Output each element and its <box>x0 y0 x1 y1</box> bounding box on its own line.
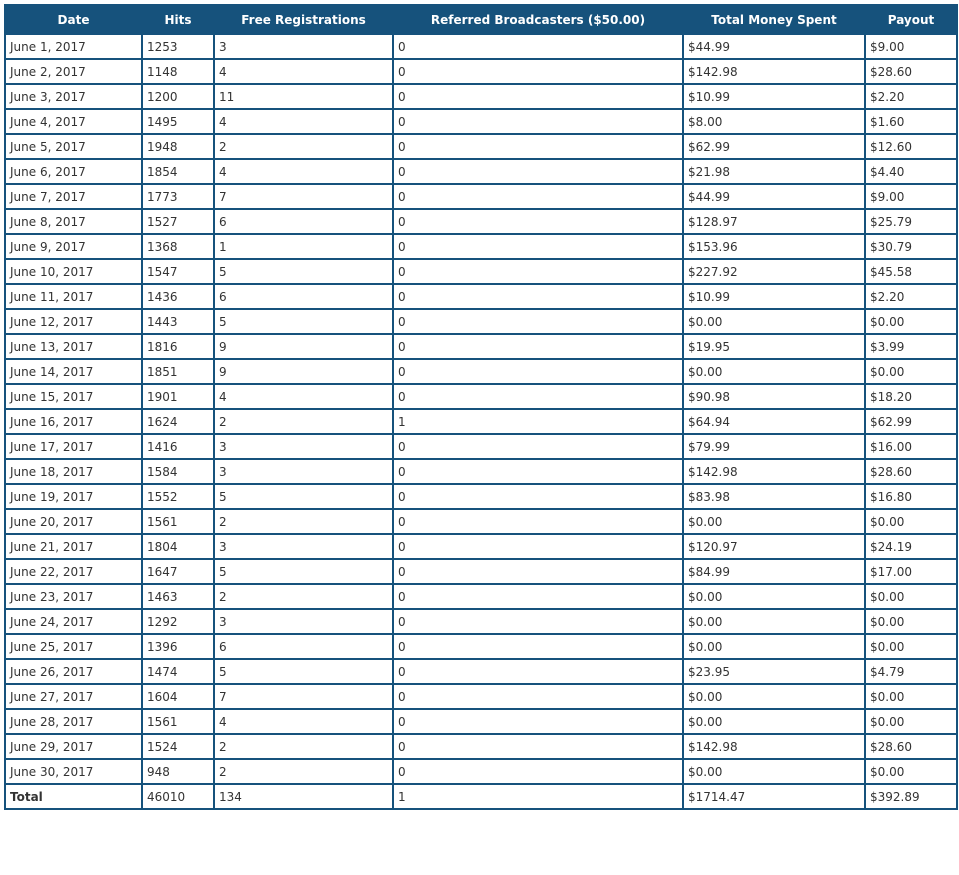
cell-referred-broadcasters: 0 <box>393 609 683 634</box>
cell-free-registrations: 6 <box>214 634 393 659</box>
table-row <box>5 334 957 359</box>
total-payout: $392.89 <box>865 784 957 809</box>
cell-referred-broadcasters: 0 <box>393 259 683 284</box>
cell-referred-broadcasters: 0 <box>393 109 683 134</box>
cell-money-spent: $64.94 <box>683 409 865 434</box>
cell-hits: 1463 <box>142 584 214 609</box>
cell-date: June 18, 2017 <box>5 459 142 484</box>
cell-hits: 1584 <box>142 459 214 484</box>
cell-payout: $1.60 <box>865 109 957 134</box>
cell-free-registrations: 6 <box>214 284 393 309</box>
table-row <box>5 359 957 384</box>
cell-free-registrations: 5 <box>214 659 393 684</box>
table-row <box>5 234 957 259</box>
cell-hits: 1253 <box>142 34 214 59</box>
cell-referred-broadcasters: 0 <box>393 559 683 584</box>
header-free-registrations: Free Registrations <box>214 5 393 34</box>
table-row <box>5 434 957 459</box>
cell-payout: $12.60 <box>865 134 957 159</box>
cell-money-spent: $21.98 <box>683 159 865 184</box>
cell-hits: 1901 <box>142 384 214 409</box>
table-row <box>5 184 957 209</box>
table-row <box>5 34 957 59</box>
cell-payout: $0.00 <box>865 584 957 609</box>
cell-payout: $25.79 <box>865 209 957 234</box>
cell-money-spent: $120.97 <box>683 534 865 559</box>
cell-referred-broadcasters: 0 <box>393 459 683 484</box>
header-date: Date <box>5 5 142 34</box>
header-row <box>5 5 957 34</box>
total-money-spent: $1714.47 <box>683 784 865 809</box>
table-header <box>5 5 957 34</box>
cell-free-registrations: 2 <box>214 584 393 609</box>
cell-payout: $18.20 <box>865 384 957 409</box>
table-row <box>5 209 957 234</box>
cell-money-spent: $10.99 <box>683 84 865 109</box>
cell-hits: 1561 <box>142 709 214 734</box>
total-label: Total <box>5 784 142 809</box>
cell-date: June 5, 2017 <box>5 134 142 159</box>
cell-payout: $30.79 <box>865 234 957 259</box>
cell-money-spent: $19.95 <box>683 334 865 359</box>
cell-free-registrations: 2 <box>214 734 393 759</box>
cell-date: June 16, 2017 <box>5 409 142 434</box>
header-referred-broadcasters: Referred Broadcasters ($50.00) <box>393 5 683 34</box>
table-row <box>5 134 957 159</box>
cell-money-spent: $142.98 <box>683 459 865 484</box>
cell-payout: $45.58 <box>865 259 957 284</box>
cell-date: June 27, 2017 <box>5 684 142 709</box>
table-row <box>5 584 957 609</box>
table-row <box>5 709 957 734</box>
cell-free-registrations: 9 <box>214 359 393 384</box>
cell-free-registrations: 2 <box>214 409 393 434</box>
cell-payout: $24.19 <box>865 534 957 559</box>
cell-hits: 1604 <box>142 684 214 709</box>
table-row <box>5 59 957 84</box>
cell-referred-broadcasters: 0 <box>393 134 683 159</box>
table-row <box>5 509 957 534</box>
cell-hits: 1854 <box>142 159 214 184</box>
cell-referred-broadcasters: 0 <box>393 734 683 759</box>
cell-money-spent: $142.98 <box>683 59 865 84</box>
cell-referred-broadcasters: 0 <box>393 534 683 559</box>
table-row <box>5 759 957 784</box>
table-body <box>5 34 957 784</box>
cell-free-registrations: 2 <box>214 509 393 534</box>
cell-date: June 14, 2017 <box>5 359 142 384</box>
cell-hits: 1443 <box>142 309 214 334</box>
cell-date: June 28, 2017 <box>5 709 142 734</box>
cell-hits: 1647 <box>142 559 214 584</box>
cell-free-registrations: 3 <box>214 534 393 559</box>
cell-date: June 24, 2017 <box>5 609 142 634</box>
cell-free-registrations: 9 <box>214 334 393 359</box>
table-row <box>5 259 957 284</box>
cell-money-spent: $0.00 <box>683 709 865 734</box>
cell-referred-broadcasters: 0 <box>393 384 683 409</box>
cell-payout: $4.79 <box>865 659 957 684</box>
cell-referred-broadcasters: 0 <box>393 484 683 509</box>
cell-money-spent: $10.99 <box>683 284 865 309</box>
cell-hits: 1948 <box>142 134 214 159</box>
cell-free-registrations: 2 <box>214 134 393 159</box>
total-row <box>5 784 957 809</box>
cell-money-spent: $153.96 <box>683 234 865 259</box>
cell-referred-broadcasters: 0 <box>393 359 683 384</box>
cell-date: June 1, 2017 <box>5 34 142 59</box>
cell-free-registrations: 1 <box>214 234 393 259</box>
cell-hits: 1148 <box>142 59 214 84</box>
cell-money-spent: $83.98 <box>683 484 865 509</box>
cell-free-registrations: 5 <box>214 259 393 284</box>
cell-date: June 8, 2017 <box>5 209 142 234</box>
cell-referred-broadcasters: 0 <box>393 284 683 309</box>
cell-hits: 1624 <box>142 409 214 434</box>
cell-free-registrations: 3 <box>214 34 393 59</box>
cell-money-spent: $0.00 <box>683 634 865 659</box>
table-footer <box>5 784 957 809</box>
cell-referred-broadcasters: 0 <box>393 659 683 684</box>
cell-payout: $0.00 <box>865 609 957 634</box>
cell-money-spent: $142.98 <box>683 734 865 759</box>
cell-free-registrations: 7 <box>214 184 393 209</box>
cell-money-spent: $84.99 <box>683 559 865 584</box>
cell-hits: 1436 <box>142 284 214 309</box>
cell-hits: 1804 <box>142 534 214 559</box>
cell-referred-broadcasters: 0 <box>393 234 683 259</box>
cell-payout: $3.99 <box>865 334 957 359</box>
cell-referred-broadcasters: 0 <box>393 159 683 184</box>
cell-money-spent: $0.00 <box>683 509 865 534</box>
cell-free-registrations: 5 <box>214 309 393 334</box>
cell-money-spent: $0.00 <box>683 609 865 634</box>
cell-date: June 9, 2017 <box>5 234 142 259</box>
cell-money-spent: $0.00 <box>683 759 865 784</box>
cell-money-spent: $79.99 <box>683 434 865 459</box>
table-row <box>5 309 957 334</box>
cell-payout: $17.00 <box>865 559 957 584</box>
cell-payout: $9.00 <box>865 184 957 209</box>
cell-money-spent: $128.97 <box>683 209 865 234</box>
cell-free-registrations: 6 <box>214 209 393 234</box>
cell-date: June 10, 2017 <box>5 259 142 284</box>
cell-money-spent: $0.00 <box>683 684 865 709</box>
cell-date: June 25, 2017 <box>5 634 142 659</box>
cell-date: June 13, 2017 <box>5 334 142 359</box>
cell-referred-broadcasters: 0 <box>393 759 683 784</box>
cell-hits: 1416 <box>142 434 214 459</box>
cell-free-registrations: 7 <box>214 684 393 709</box>
cell-date: June 7, 2017 <box>5 184 142 209</box>
cell-payout: $28.60 <box>865 459 957 484</box>
cell-referred-broadcasters: 0 <box>393 209 683 234</box>
cell-money-spent: $90.98 <box>683 384 865 409</box>
cell-date: June 17, 2017 <box>5 434 142 459</box>
cell-payout: $16.00 <box>865 434 957 459</box>
cell-referred-broadcasters: 0 <box>393 634 683 659</box>
cell-hits: 1495 <box>142 109 214 134</box>
cell-free-registrations: 11 <box>214 84 393 109</box>
table-row <box>5 459 957 484</box>
cell-payout: $28.60 <box>865 59 957 84</box>
cell-payout: $0.00 <box>865 684 957 709</box>
cell-referred-broadcasters: 0 <box>393 34 683 59</box>
cell-hits: 1368 <box>142 234 214 259</box>
cell-hits: 1396 <box>142 634 214 659</box>
table-row <box>5 684 957 709</box>
cell-payout: $0.00 <box>865 359 957 384</box>
cell-referred-broadcasters: 0 <box>393 709 683 734</box>
table-row <box>5 534 957 559</box>
cell-hits: 1773 <box>142 184 214 209</box>
cell-free-registrations: 4 <box>214 159 393 184</box>
header-hits: Hits <box>142 5 214 34</box>
cell-free-registrations: 3 <box>214 609 393 634</box>
cell-date: June 26, 2017 <box>5 659 142 684</box>
cell-free-registrations: 4 <box>214 384 393 409</box>
cell-referred-broadcasters: 0 <box>393 684 683 709</box>
cell-money-spent: $62.99 <box>683 134 865 159</box>
cell-referred-broadcasters: 0 <box>393 584 683 609</box>
cell-payout: $62.99 <box>865 409 957 434</box>
cell-free-registrations: 4 <box>214 109 393 134</box>
cell-hits: 1816 <box>142 334 214 359</box>
table-row <box>5 384 957 409</box>
cell-payout: $2.20 <box>865 284 957 309</box>
header-payout: Payout <box>865 5 957 34</box>
cell-money-spent: $23.95 <box>683 659 865 684</box>
cell-date: June 4, 2017 <box>5 109 142 134</box>
cell-money-spent: $227.92 <box>683 259 865 284</box>
cell-date: June 29, 2017 <box>5 734 142 759</box>
cell-money-spent: $44.99 <box>683 184 865 209</box>
cell-free-registrations: 2 <box>214 759 393 784</box>
cell-date: June 22, 2017 <box>5 559 142 584</box>
cell-hits: 1547 <box>142 259 214 284</box>
total-referred-broadcasters: 1 <box>393 784 683 809</box>
cell-hits: 948 <box>142 759 214 784</box>
cell-hits: 1474 <box>142 659 214 684</box>
cell-date: June 30, 2017 <box>5 759 142 784</box>
table-row <box>5 109 957 134</box>
cell-money-spent: $0.00 <box>683 309 865 334</box>
cell-hits: 1552 <box>142 484 214 509</box>
cell-payout: $2.20 <box>865 84 957 109</box>
cell-date: June 3, 2017 <box>5 84 142 109</box>
cell-money-spent: $0.00 <box>683 359 865 384</box>
cell-date: June 21, 2017 <box>5 534 142 559</box>
cell-hits: 1851 <box>142 359 214 384</box>
cell-payout: $9.00 <box>865 34 957 59</box>
cell-payout: $16.80 <box>865 484 957 509</box>
cell-hits: 1200 <box>142 84 214 109</box>
table-row <box>5 634 957 659</box>
table-row <box>5 484 957 509</box>
total-free-registrations: 134 <box>214 784 393 809</box>
cell-payout: $0.00 <box>865 309 957 334</box>
cell-date: June 12, 2017 <box>5 309 142 334</box>
cell-hits: 1561 <box>142 509 214 534</box>
cell-free-registrations: 4 <box>214 59 393 84</box>
cell-date: June 11, 2017 <box>5 284 142 309</box>
cell-hits: 1524 <box>142 734 214 759</box>
cell-free-registrations: 5 <box>214 484 393 509</box>
cell-referred-broadcasters: 0 <box>393 184 683 209</box>
cell-referred-broadcasters: 0 <box>393 509 683 534</box>
cell-date: June 19, 2017 <box>5 484 142 509</box>
cell-free-registrations: 4 <box>214 709 393 734</box>
table-row <box>5 409 957 434</box>
cell-date: June 15, 2017 <box>5 384 142 409</box>
cell-referred-broadcasters: 0 <box>393 84 683 109</box>
cell-payout: $0.00 <box>865 509 957 534</box>
cell-date: June 23, 2017 <box>5 584 142 609</box>
table-row <box>5 659 957 684</box>
table-row <box>5 284 957 309</box>
cell-free-registrations: 3 <box>214 434 393 459</box>
daily-stats-table <box>4 4 958 810</box>
cell-money-spent: $8.00 <box>683 109 865 134</box>
cell-money-spent: $44.99 <box>683 34 865 59</box>
cell-date: June 6, 2017 <box>5 159 142 184</box>
cell-referred-broadcasters: 0 <box>393 59 683 84</box>
cell-referred-broadcasters: 0 <box>393 334 683 359</box>
header-total-money-spent: Total Money Spent <box>683 5 865 34</box>
table-row <box>5 609 957 634</box>
table-row <box>5 159 957 184</box>
cell-hits: 1527 <box>142 209 214 234</box>
cell-payout: $4.40 <box>865 159 957 184</box>
cell-payout: $0.00 <box>865 709 957 734</box>
cell-referred-broadcasters: 0 <box>393 309 683 334</box>
table-row <box>5 84 957 109</box>
cell-payout: $28.60 <box>865 734 957 759</box>
cell-hits: 1292 <box>142 609 214 634</box>
table-row <box>5 734 957 759</box>
cell-referred-broadcasters: 1 <box>393 409 683 434</box>
total-hits: 46010 <box>142 784 214 809</box>
cell-money-spent: $0.00 <box>683 584 865 609</box>
cell-date: June 20, 2017 <box>5 509 142 534</box>
cell-free-registrations: 5 <box>214 559 393 584</box>
cell-referred-broadcasters: 0 <box>393 434 683 459</box>
cell-payout: $0.00 <box>865 634 957 659</box>
cell-payout: $0.00 <box>865 759 957 784</box>
cell-free-registrations: 3 <box>214 459 393 484</box>
table-row <box>5 559 957 584</box>
cell-date: June 2, 2017 <box>5 59 142 84</box>
